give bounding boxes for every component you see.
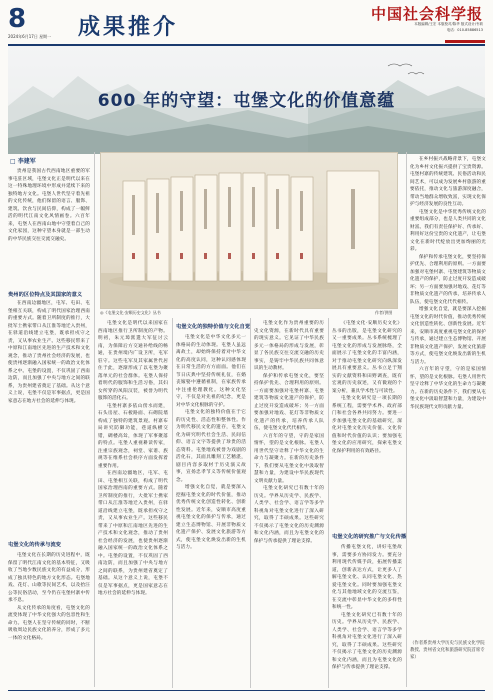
column-divider bbox=[406, 152, 407, 687]
column-4 bbox=[254, 320, 324, 687]
masthead-accent-bar bbox=[445, 40, 485, 43]
subhead-research-promotion: 屯堡文化的研究推广与文化传播 bbox=[332, 534, 407, 540]
article-author: □ 李建军 bbox=[10, 158, 36, 165]
column-divider bbox=[94, 152, 95, 687]
newspaper-masthead: 中国社会科学报 bbox=[370, 5, 483, 23]
paragraph: 增强文化自觉，就是要深入挖掘屯堡文化的时代价值，推动优秀传统文化创造性转化、创新性发展。近年来，安顺市高度重视屯堡文化的保护与传承，通过建立生态博物馆、开展非物质文化遗产保护、发展文化旅游等方式，使屯堡文化焕发出新的生机与活力。 bbox=[176, 485, 246, 550]
column-6 bbox=[410, 156, 486, 634]
paragraph: 贵州是我国古代西南地区重要的军事屯驻区域，屯堡文化正是明代以来在这一特殊地理环境中形成并延续下来的独特地方文化。屯堡人世代坚守着先祖的文化传统，他们保留的语言、服饰、建筑、饮食与民间信仰，构成了一幅鲜活的明代江南文化风情画卷。六百年来，屯堡人在西南山地中守望着自己的文化家园，这种守望本身就是一部生动的中华民族交往交流交融史。 bbox=[8, 169, 90, 242]
paragraph: 六百年的守望，守的是家国情怀，望的是文化根脉。屯堡人用世代坚守诠释了中华文化的生命力与凝聚力。在新的历史条件下，我们要从屯堡文化中汲取智慧和力量，为建设中华民族现代文明贡献力量。 bbox=[254, 433, 324, 484]
column-2 bbox=[98, 320, 168, 687]
contact-phone: 电话：010-85886513 bbox=[446, 28, 483, 32]
subhead-heritage-evolution: 屯堡文化的传承与流变 bbox=[8, 542, 61, 548]
book-set-illustration bbox=[101, 153, 397, 308]
paragraph: 屯堡文化作为贵州重要的历史文化资源，在新时代具有重要的现实意义。它见证了中华民族多元一体格局的形成与发展，彰显了各民族交往交流交融的历史事实，是铸牢中华民族共同体意识的生动教材。 bbox=[254, 321, 324, 371]
paragraph: 在西南边疆地区，屯军、屯田、屯堡相互关联，构成了明代国家治理西南的重要方式。随着卫所制度的推行，大批军士携家带口从江淮等地迁入贵州，在驿道沿线建立屯堡，既承担戍守之责，又从事农业生产。这些移民带来了中原和江南地区先进的生产技术和文化观念，推动了贵州社会经济的发展，也使贵州逐渐融入国家统一的政治文化体系之中。屯堡的设置，不仅巩固了西南边防，而且加强了中央与地方之间的联系，为贵州建省奠定了基础。从这个意义上说，屯堡不仅是军事据点，更是国家意志在地方社会的延伸与体现。 bbox=[98, 471, 168, 596]
author-affiliation-note: （作者系贵州大学历史与民族文化学院教授、贵州省文化和旅游研究院首席专家） bbox=[410, 641, 485, 660]
column-divider bbox=[250, 318, 251, 688]
column-5-bottom bbox=[332, 544, 402, 687]
paragraph: 屯堡村寨多依山傍水而建，石头房屋、石板路面、石砌院墙构成了独特的建筑景观。村寨布局讲究防御功能，巷道纵横交错，碉楼高耸，体现了军事聚落的特点。屯堡人重视耕读传家，注重宗族观念，祠堂、家谱、族规等在维系社会秩序方面发挥着重要作用。 bbox=[98, 403, 168, 469]
paragraph: 在西南边疆地区，屯军、屯田、屯堡相互关联，构成了明代国家治理西南的重要方式。随着卫所制度的推行，大批军士携家带口从江淮等地迁入贵州，在驿道沿线建立屯堡，既承担戍守之责，又从事农业生产。这些移民带来了中原和江南地区先进的生产技术和文化观念，推动了贵州社会经济的发展，也使贵州逐渐融入国家统一的政治文化体系之中。屯堡的设置，不仅巩固了西南边防，而且加强了中央与地方之间的联系，为贵州建省奠定了基础。从这个意义上说，屯堡不仅是军事据点，更是国家意志在地方社会的延伸与体现。 bbox=[8, 301, 90, 404]
paragraph: 《屯堡文化·安顺历史文化》丛书的出版，是屯堡文化研究的又一重要成果。丛书系统梳理了屯堡文化的形成与发展脉络，全面展示了屯堡文化的丰富内涵，对于推动屯堡文化研究向纵深发展具有重要意义。丛书立足于翔实的文献资料和田野调查，既有宏观的历史叙述，又有微观的个案分析，兼具学术性与可读性。 bbox=[332, 321, 402, 394]
page-number: 8 bbox=[8, 4, 27, 34]
paragraph: 保护和传承屯堡文化，要坚持保护优先、合理利用的原则。一方面要加强对屯堡村寨、屯堡建筑等物质文化遗产的保护，防止过度开发造成破坏；另一方面要加强对地戏、花灯等非物质文化遗产的传承，培养传承人队伍，使屯堡文化代代相传。 bbox=[410, 254, 486, 305]
column-divider bbox=[172, 318, 173, 688]
column-divider bbox=[328, 318, 329, 688]
paragraph: 屯堡文化是中华文化多元一体格局的生动体现。屯堡人虽远离故土，却始终保持着对中华文化的高度认同，这种认同感体现在日常生活的方方面面。他们在节日庆典中坚持传统礼仪，在婚丧嫁娶中遵循祖制，在家族传承中注重伦理教化。这种文化坚守，不仅是对先祖的纪念，更是对中华文化根脉的守护。 bbox=[176, 335, 246, 408]
section-title: 成果推介 bbox=[78, 15, 179, 40]
editor-credits: 本版编辑/王宏 本版校对/陈华 版式设计/韦莉 bbox=[414, 22, 483, 26]
paragraph: 屯堡文化研究已有数十年的历史。学界从历史学、民族学、人类学、社会学、语言学等多学科视角对屯堡文化进行了深入研究，取得了丰硕成果。这些研究不仅揭示了屯堡文化的历史渊源和文化内涵，而且为屯堡文化的保护与传承提供了理论支撑。 bbox=[332, 612, 402, 670]
paragraph: 屯堡文化是明代以来国家在西南地区推行卫所制度的产物。明初，朱元璋派遣大军征讨云南，为保障后方交通补给线的畅通，在贵州境内广设卫所，屯军驻守。这些屯军及其家属世代居住于此，逐渐形成了以屯堡为聚落单元的社会群体。屯堡人保持着明代的服饰和生活习俗，其妇女所穿的凤阳汉装，被誉为明代服饰的活化石。 bbox=[98, 321, 168, 401]
paragraph: 屯堡文化的独特价值在于它的历史性、活态性和整体性。作为明代移民文化的遗存，屯堡文化为研究明代社会生活、民间信仰、语言文字等提供了珍贵的活态资料。屯堡地戏被誉为戏剧的活化石，其面具雕刻工艺精湛，剧目内容多取材于历史演义故事，宣扬忠孝节义等传统价值观念。 bbox=[176, 410, 246, 483]
column-1-bottom bbox=[8, 552, 90, 687]
paragraph: 增强文化自觉，就是要深入挖掘屯堡文化的时代价值，推动优秀传统文化创造性转化、创新性发展。近年来，安顺市高度重视屯堡文化的保护与传承，通过建立生态博物馆、开展非物质文化遗产保护、发展文化旅游等方式，使屯堡文化焕发出新的生机与活力。 bbox=[410, 307, 486, 365]
paragraph: 屯堡文化在长期的历史进程中，既保留了明代江南文化的基本特征，又吸收了当地少数民族文化的有益成分，形成了独具特色的地方文化形态。屯堡地戏、花灯、山歌等民间艺术，以及抬汪公等民俗活动，至今仍在屯堡村寨中传承不息。 bbox=[8, 553, 90, 603]
column-5-top bbox=[332, 320, 402, 525]
paragraph: 屯堡文化研究是一项长期的系统工程，需要学术界、政府部门和社会各界共同努力。要进一步加强屯堡文化的基础研究，深化对屯堡文化历史价值、文化价值和时代价值的认识；要加强屯堡文化的应用研究，探索屯堡文化保护利用的有效路径。 bbox=[332, 396, 402, 454]
headline-banner bbox=[8, 46, 485, 154]
column-1-top bbox=[8, 168, 90, 286]
issue-date: 2024年6月17日 星期一 bbox=[8, 34, 52, 39]
photo-caption: ◎《屯堡文化·安顺历史文化》丛书 bbox=[100, 310, 161, 315]
article-headline: 600 年的守望：屯堡文化的价值意蕴 bbox=[97, 91, 396, 111]
paragraph: 屯堡文化研究已有数十年的历史。学界从历史学、民族学、人类学、社会学、语言学等多学科视角对屯堡文化进行了深入研究，取得了丰硕成果。这些研究不仅揭示了屯堡文化的历史渊源和文化内涵，而且为屯堡文化的保护与传承提供了理论支撑。 bbox=[254, 486, 324, 544]
column-1-middle bbox=[8, 300, 90, 528]
subhead-regional-significance: 贵州的区位特点及其国家的意义 bbox=[8, 292, 83, 298]
subhead-unique-value: 屯堡文化的独特价值与文化自觉 bbox=[176, 324, 251, 330]
footer-divider bbox=[8, 690, 485, 691]
column-3 bbox=[176, 334, 246, 687]
photo-credit: 作者/供图 bbox=[375, 310, 393, 315]
book-series-photo bbox=[100, 152, 398, 309]
paragraph: 在乡村振兴战略背景下，屯堡文化为乡村文化振兴提供了宝贵资源。屯堡村寨的传统建筑、民俗活动和民间艺术，可以成为发展乡村旅游的重要依托，推动文化与旅游深度融合，带动当地群众增收致富，实现文化保护与经济发展的良性互动。 bbox=[410, 157, 486, 207]
paragraph: 传播屯堡文化，讲好屯堡故事，需要多方协同发力。要充分利用现代传媒手段，拓展传播渠道，创新表达方式，让更多人了解屯堡文化、认同屯堡文化、热爱屯堡文化。同时要加强屯堡文化与其他地域文化的交流互鉴，在交流中彰显中华文化的多样性和统一性。 bbox=[332, 545, 402, 610]
paragraph: 六百年的守望，守的是家国情怀，望的是文化根脉。屯堡人用世代坚守诠释了中华文化的生命力与凝聚力。在新的历史条件下，我们要从屯堡文化中汲取智慧和力量，为建设中华民族现代文明贡献力量。 bbox=[410, 367, 486, 410]
paragraph: 从文化传承的角度看，屯堡文化的流变体现了中华文化强大的包容性和生命力。屯堡人在坚守传统的同时，不断吸收周边民族文化的养分，形成了多元一体的文化格局。 bbox=[8, 605, 90, 641]
paragraph: 保护和传承屯堡文化，要坚持保护优先、合理利用的原则。一方面要加强对屯堡村寨、屯堡建筑等物质文化遗产的保护，防止过度开发造成破坏；另一方面要加强对地戏、花灯等非物质文化遗产的传承，培养传承人队伍，使屯堡文化代代相传。 bbox=[254, 373, 324, 431]
paragraph: 屯堡文化是中华优秀传统文化的重要组成部分，也是人类共同的文化财富。我们有责任保护好、传承好、利用好这份宝贵的文化遗产，让屯堡文化在新时代绽放出更加绚丽的光彩。 bbox=[410, 209, 486, 252]
